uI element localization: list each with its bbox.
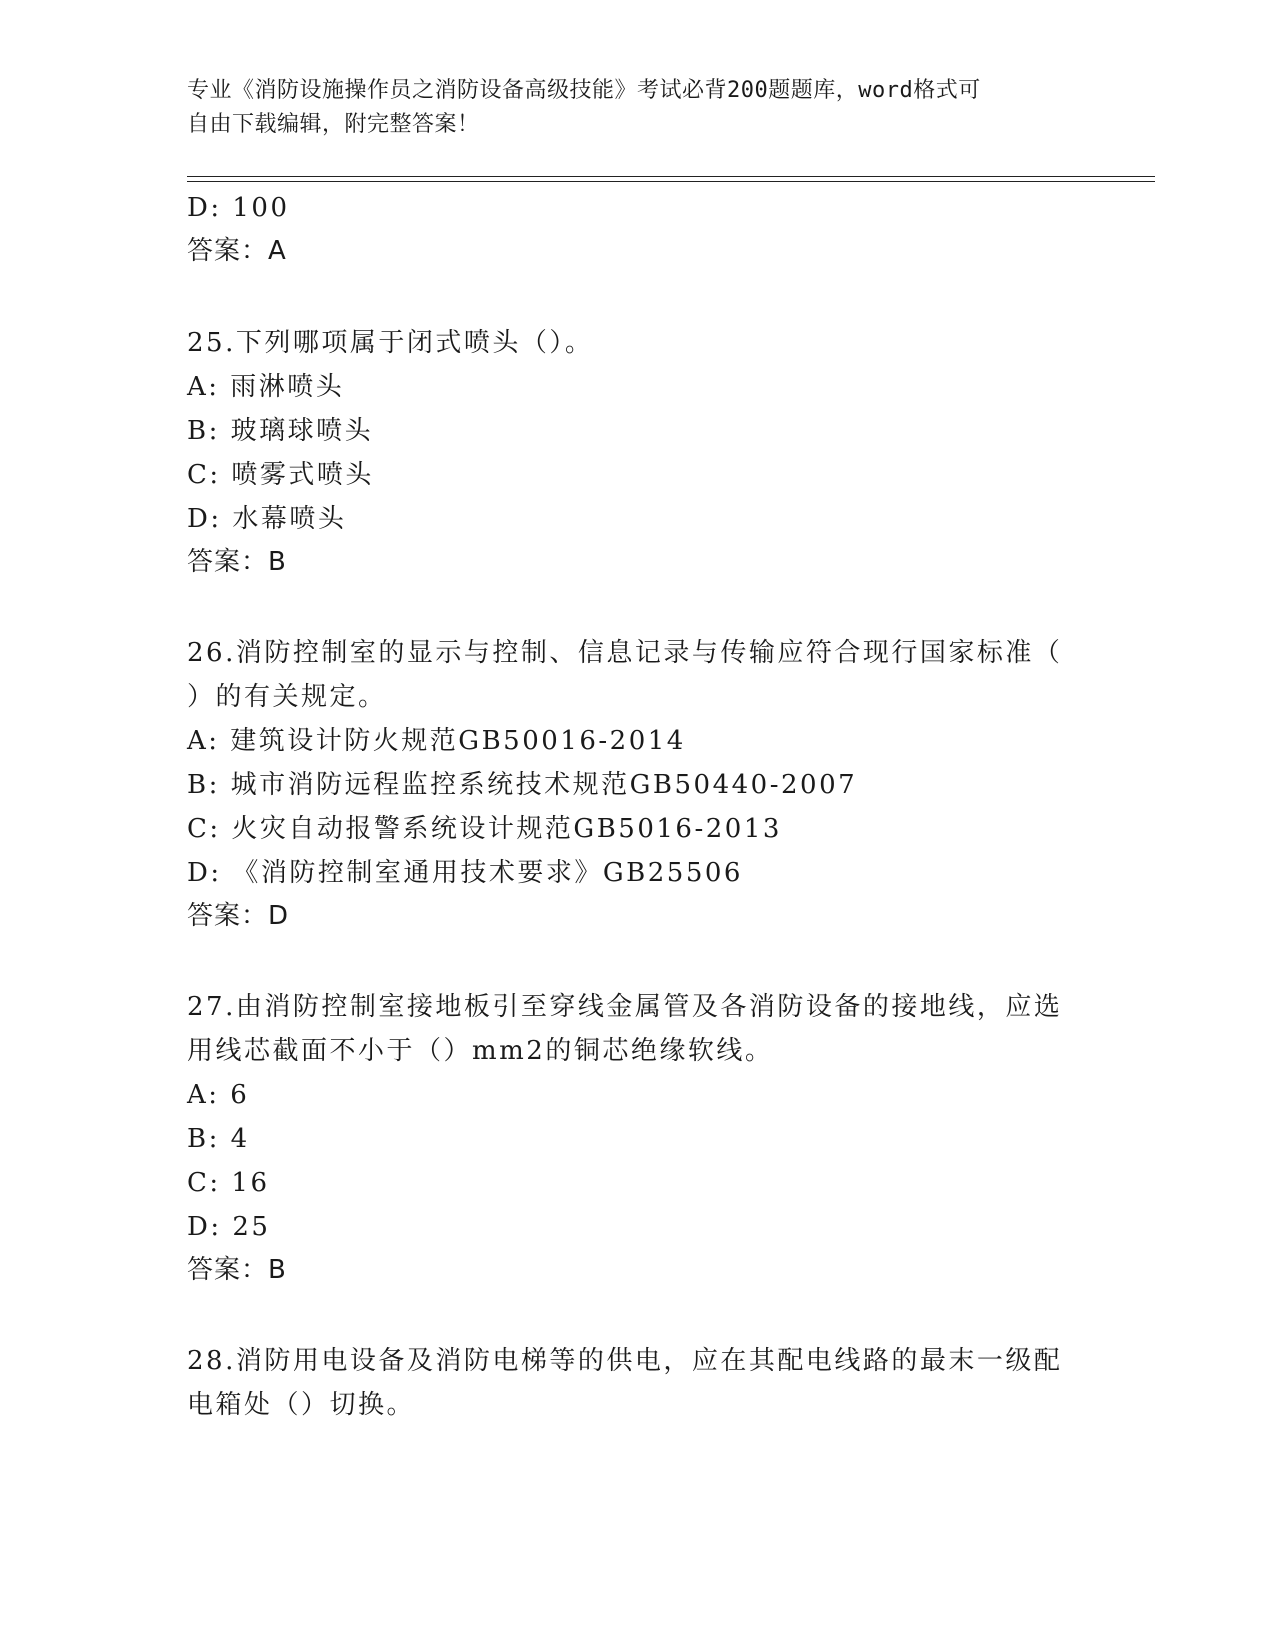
question-25-option-a: A: 雨淋喷头: [187, 372, 345, 402]
header-line-1: 专业《消防设施操作员之消防设备高级技能》考试必背200题题库，word格式可: [187, 78, 981, 103]
header-divider-thin: [187, 181, 1155, 182]
option-d: D: 100: [187, 193, 290, 223]
question-28-stem-line-1: 28.消防用电设备及消防电梯等的供电，应在其配电线路的最末一级配: [187, 1346, 1063, 1376]
question-27-stem-line-1: 27.由消防控制室接地板引至穿线金属管及各消防设备的接地线，应选: [187, 992, 1063, 1022]
question-27-answer: 答案：B: [187, 1255, 287, 1285]
question-27-option-b: B: 4: [187, 1124, 250, 1154]
question-25-answer: 答案：B: [187, 547, 287, 577]
question-26-answer: 答案：D: [187, 901, 290, 931]
question-26-option-a: A: 建筑设计防火规范GB50016-2014: [187, 726, 686, 756]
question-26-stem-line-1: 26.消防控制室的显示与控制、信息记录与传输应符合现行国家标准（: [187, 638, 1063, 668]
question-25-option-d: D: 水幕喷头: [187, 504, 347, 534]
question-25-option-c: C: 喷雾式喷头: [187, 460, 374, 490]
question-25-option-b: B: 玻璃球喷头: [187, 416, 374, 446]
question-26-option-c: C: 火灾自动报警系统设计规范GB5016-2013: [187, 814, 782, 844]
question-28-stem-line-2: 电箱处（）切换。: [187, 1390, 416, 1420]
header-line-2: 自由下载编辑，附完整答案！: [187, 112, 480, 137]
answer: 答案：A: [187, 236, 287, 266]
question-27-option-a: A: 6: [187, 1080, 250, 1110]
question-27-option-c: C: 16: [187, 1168, 270, 1198]
document-header: [187, 74, 1087, 142]
question-25-stem: 25.下列哪项属于闭式喷头（）。: [187, 328, 594, 358]
question-27-option-d: D: 25: [187, 1212, 271, 1242]
question-26-stem-line-2: ）的有关规定。: [187, 682, 387, 712]
question-27-stem-line-2: 用线芯截面不小于（）mm2的铜芯绝缘软线。: [187, 1036, 774, 1066]
question-26-option-d: D: 《消防控制室通用技术要求》GB25506: [187, 858, 743, 888]
header-divider-thick: [187, 176, 1155, 177]
question-26-option-b: B: 城市消防远程监控系统技术规范GB50440-2007: [187, 770, 858, 800]
